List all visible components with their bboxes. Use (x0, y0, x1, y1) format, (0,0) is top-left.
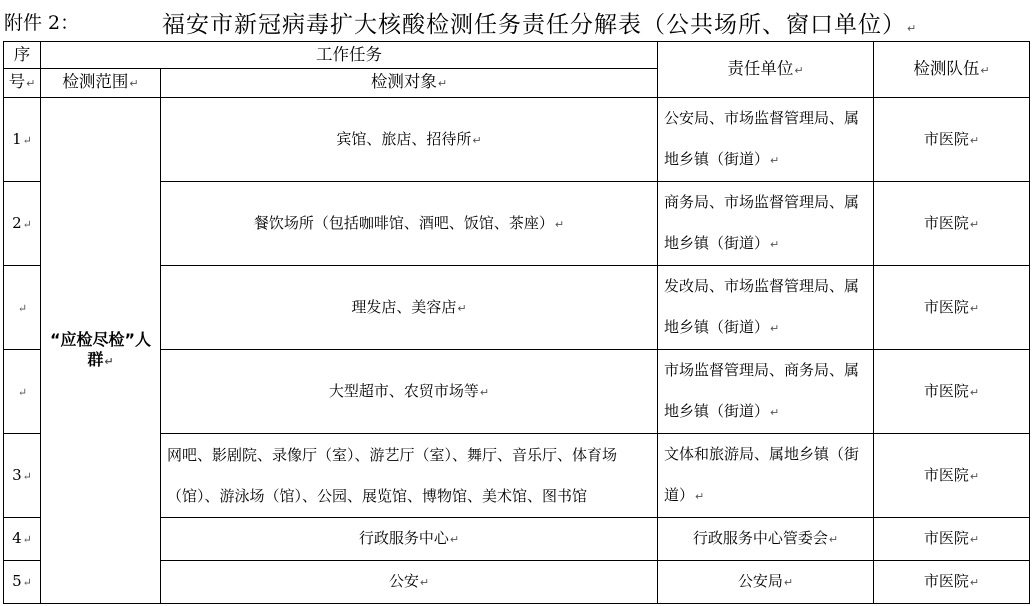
title-text: 福安市新冠病毒扩大核酸检测任务责任分解表（公共场所、窗口单位） (162, 12, 906, 38)
paragraph-mark-icon: ↵ (457, 301, 467, 315)
scope-cell: “应检尽检”人群↵ (41, 98, 161, 604)
paragraph-mark-icon: ↵ (695, 490, 705, 503)
team-cell: 市医院↵ (874, 266, 1030, 350)
unit-cell: 商务局、市场监督管理局、属地乡镇（街道）↵ (658, 182, 874, 266)
paragraph-mark-icon: ↵ (449, 533, 460, 546)
paragraph-mark-icon: ↵ (969, 533, 980, 546)
paragraph-mark-icon: ↵ (479, 385, 490, 399)
team-cell: 市医院↵ (874, 518, 1030, 561)
paragraph-mark-icon: ↵ (17, 301, 28, 315)
unit-cell: 发改局、市场监督管理局、属地乡镇（街道）↵ (658, 266, 874, 350)
team-cell: 市医院↵ (874, 561, 1030, 604)
paragraph-mark-icon: ↵ (770, 406, 780, 419)
target-cell: 行政服务中心↵ (161, 518, 658, 561)
seq-cell (4, 266, 41, 350)
paragraph-mark-icon: ↵ (419, 576, 430, 589)
paragraph-mark-icon: ↵ (794, 63, 804, 77)
task-group-header: 工作任务 (41, 42, 658, 69)
paragraph-mark-icon: ↵ (770, 238, 780, 251)
unit-cell: 公安局↵ (658, 561, 874, 604)
attachment-label: 附件 2： (4, 12, 80, 34)
team-cell: 市医院↵ (874, 350, 1030, 434)
paragraph-mark-icon: ↵ (770, 154, 780, 167)
paragraph-mark-icon: ↵ (969, 469, 980, 483)
target-cell: 网吧、影剧院、录像厅（室）、游艺厅（室）、舞厅、音乐厅、体育场（馆）、游泳场（馆）、公园、展览馆、博物馆、美术馆、图书馆 (161, 434, 658, 518)
paragraph-mark-icon: ↵ (969, 576, 980, 589)
team-cell: 市医院↵ (874, 98, 1030, 182)
seq-cell: 5↵ (4, 561, 41, 604)
paragraph-mark-icon: ↵ (969, 385, 980, 399)
paragraph-mark-icon: ↵ (22, 469, 32, 483)
unit-header: 责任单位↵ (658, 42, 874, 98)
paragraph-mark-icon: ↵ (437, 77, 448, 90)
paragraph-mark-icon: ↵ (969, 217, 980, 231)
unit-cell: 文体和旅游局、属地乡镇（街道）↵ (658, 434, 874, 518)
seq-header-2: 号↵ (4, 69, 41, 98)
target-cell: 宾馆、旅店、招待所↵ (161, 98, 658, 182)
target-cell: 理发店、美容店↵ (161, 266, 658, 350)
seq-cell: 4↵ (4, 518, 41, 561)
seq-cell: 2↵ (4, 182, 41, 266)
header-row-1 (4, 42, 1030, 69)
seq-cell: 3↵ (4, 434, 41, 518)
paragraph-mark-icon: ↵ (17, 385, 28, 399)
unit-cell: 公安局、市场监督管理局、属地乡镇（街道）↵ (658, 98, 874, 182)
paragraph-mark-icon: ↵ (129, 77, 139, 90)
paragraph-mark-icon: ↵ (22, 133, 32, 147)
paragraph-mark-icon: ↵ (969, 133, 980, 147)
team-header: 检测队伍↵ (874, 42, 1030, 98)
document-title (162, 6, 917, 39)
target-header: 检测对象↵ (161, 69, 658, 98)
paragraph-mark-icon: ↵ (783, 576, 794, 589)
responsibility-table (3, 41, 1030, 604)
target-cell: 餐饮场所（包括咖啡馆、酒吧、饭馆、茶座）↵ (161, 182, 658, 266)
paragraph-mark-icon: ↵ (22, 533, 32, 546)
paragraph-mark-icon: ↵ (22, 217, 32, 231)
paragraph-mark-icon: ↵ (770, 322, 780, 335)
team-cell: 市医院↵ (874, 182, 1030, 266)
paragraph-mark-icon: ↵ (22, 576, 32, 589)
paragraph-mark-icon: ↵ (969, 301, 980, 315)
paragraph-mark-icon: ↵ (980, 63, 990, 77)
target-cell: 大型超市、农贸市场等↵ (161, 350, 658, 434)
paragraph-mark-icon: ↵ (472, 133, 482, 147)
team-cell: 市医院↵ (874, 434, 1030, 518)
paragraph-mark-icon: ↵ (554, 217, 565, 231)
target-cell: 公安↵ (161, 561, 658, 604)
seq-header: 序 (4, 42, 41, 69)
unit-cell: 市场监督管理局、商务局、属地乡镇（街道）↵ (658, 350, 874, 434)
unit-cell: 行政服务中心管委会↵ (658, 518, 874, 561)
paragraph-mark-icon: ↵ (26, 77, 36, 90)
paragraph-mark-icon: ↵ (104, 354, 114, 368)
paragraph-mark-icon: ↵ (828, 533, 839, 546)
paragraph-mark-icon: ↵ (907, 22, 918, 35)
seq-cell (4, 350, 41, 434)
seq-cell: 1↵ (4, 98, 41, 182)
table-row (4, 98, 1030, 182)
scope-header: 检测范围↵ (41, 69, 161, 98)
